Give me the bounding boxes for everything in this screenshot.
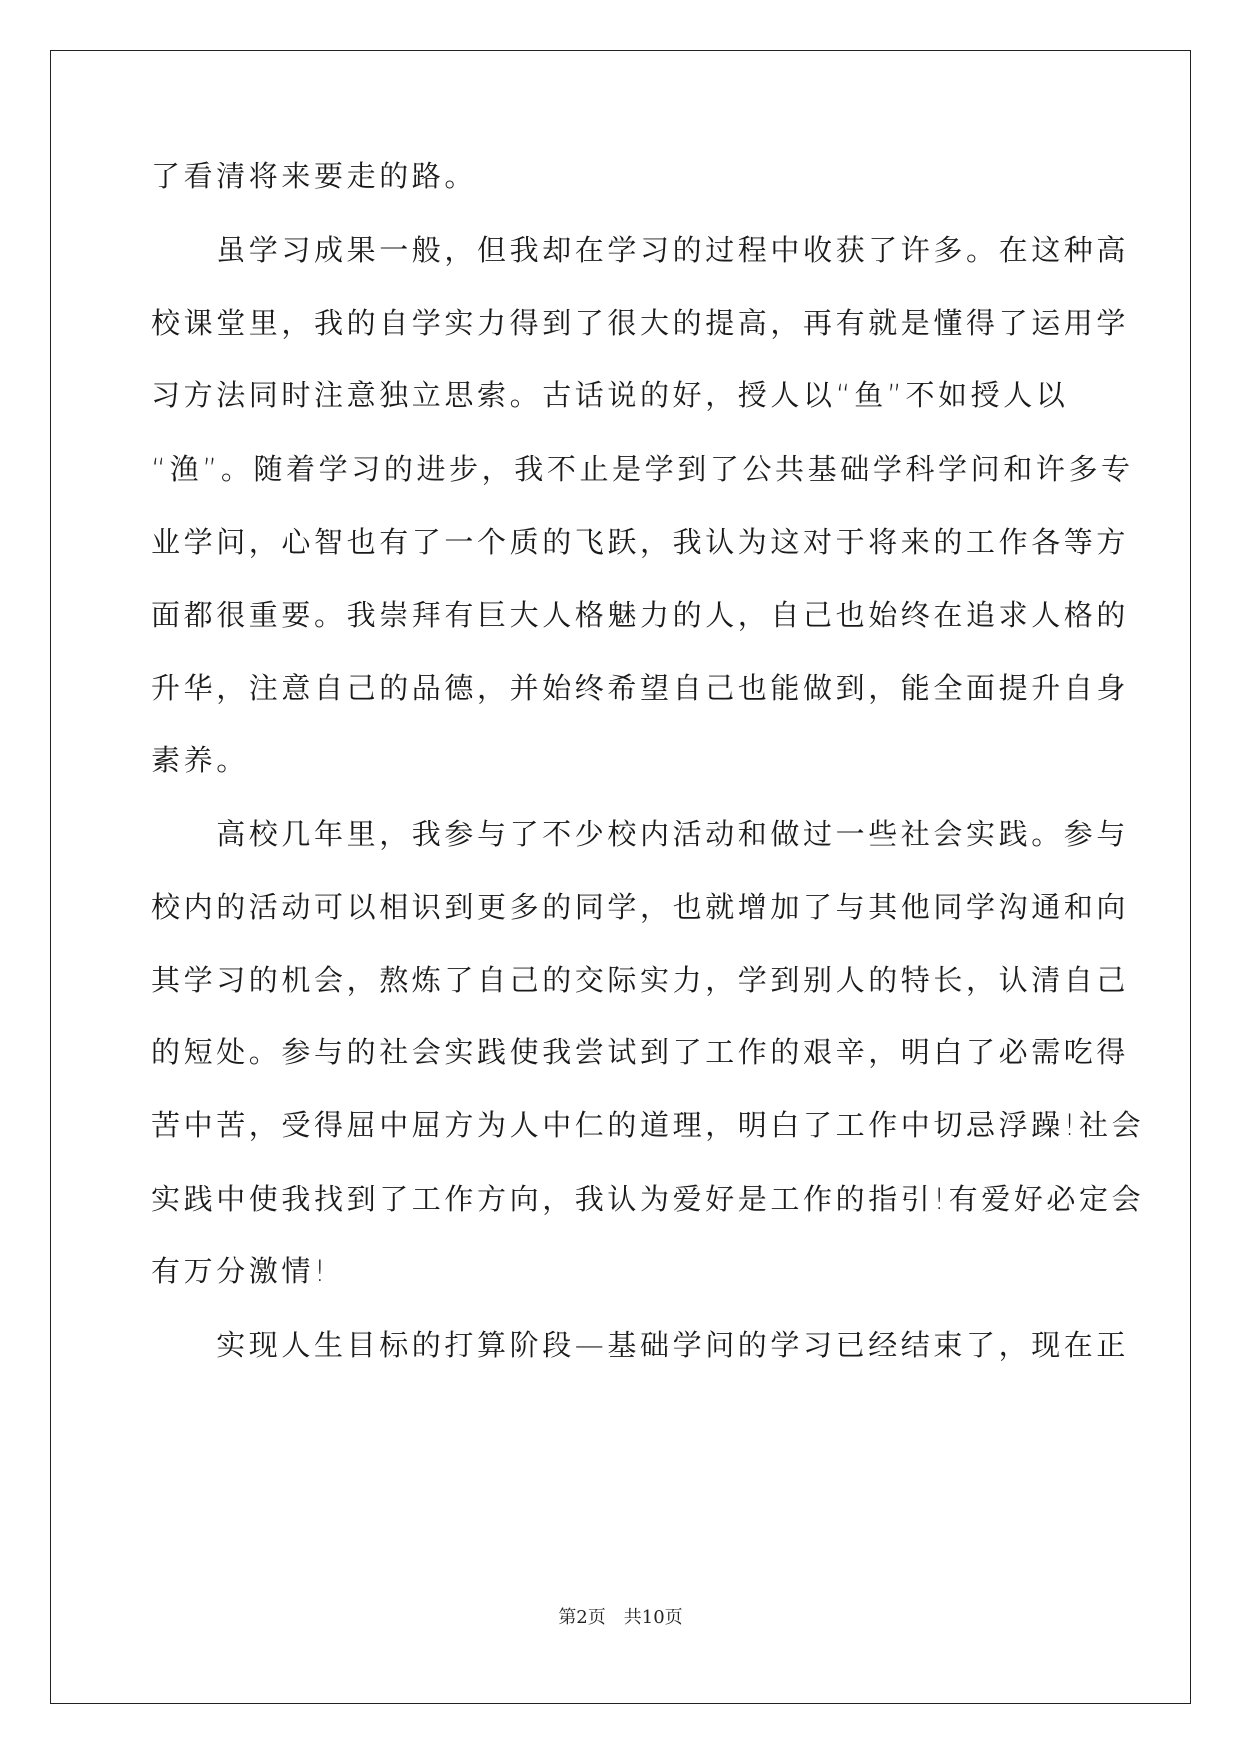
text-line: 苦中苦，受得屈中屈方为人中仁的道理，明白了工作中切忌浮躁!社会 xyxy=(151,1108,1145,1142)
text-line: 实践中使我找到了工作方向，我认为爱好是工作的指引!有爱好必定会 xyxy=(151,1182,1145,1216)
text-line: 素养。 xyxy=(151,743,249,777)
text-line: 实现人生目标的打算阶段—基础学问的学习已经结束了，现在正 xyxy=(151,1328,1130,1362)
text-line: 了看清将来要走的路。 xyxy=(151,159,478,193)
text-line: 其学习的机会，熬炼了自己的交际实力，学到别人的特长，认清自己 xyxy=(151,963,1130,997)
text-line: 面都很重要。我崇拜有巨大人格魅力的人，自己也始终在追求人格的 xyxy=(151,598,1130,632)
page-number-footer: 第2页 共10页 xyxy=(558,1607,683,1628)
text-line: 习方法同时注意独立思索。古话说的好，授人以“鱼”不如授人以 xyxy=(151,378,1069,412)
text-line: 升华，注意自己的品德，并始终希望自己也能做到，能全面提升自身 xyxy=(151,671,1130,705)
page-border xyxy=(50,50,1191,1704)
text-line: 校课堂里，我的自学实力得到了很大的提高，再有就是懂得了运用学 xyxy=(151,306,1130,340)
text-line: 有万分激情! xyxy=(151,1254,330,1288)
text-line: 校内的活动可以相识到更多的同学，也就增加了与其他同学沟通和向 xyxy=(151,890,1130,924)
text-line: 虽学习成果一般，但我却在学习的过程中收获了许多。在这种高 xyxy=(151,233,1130,267)
text-line: 高校几年里，我参与了不少校内活动和做过一些社会实践。参与 xyxy=(151,817,1130,851)
text-line: “渔”。随着学习的进步，我不止是学到了公共基础学科学问和许多专 xyxy=(151,452,1134,486)
text-line: 的短处。参与的社会实践使我尝试到了工作的艰辛，明白了必需吃得 xyxy=(151,1035,1130,1069)
text-line: 业学问，心智也有了一个质的飞跃，我认为这对于将来的工作各等方 xyxy=(151,525,1130,559)
